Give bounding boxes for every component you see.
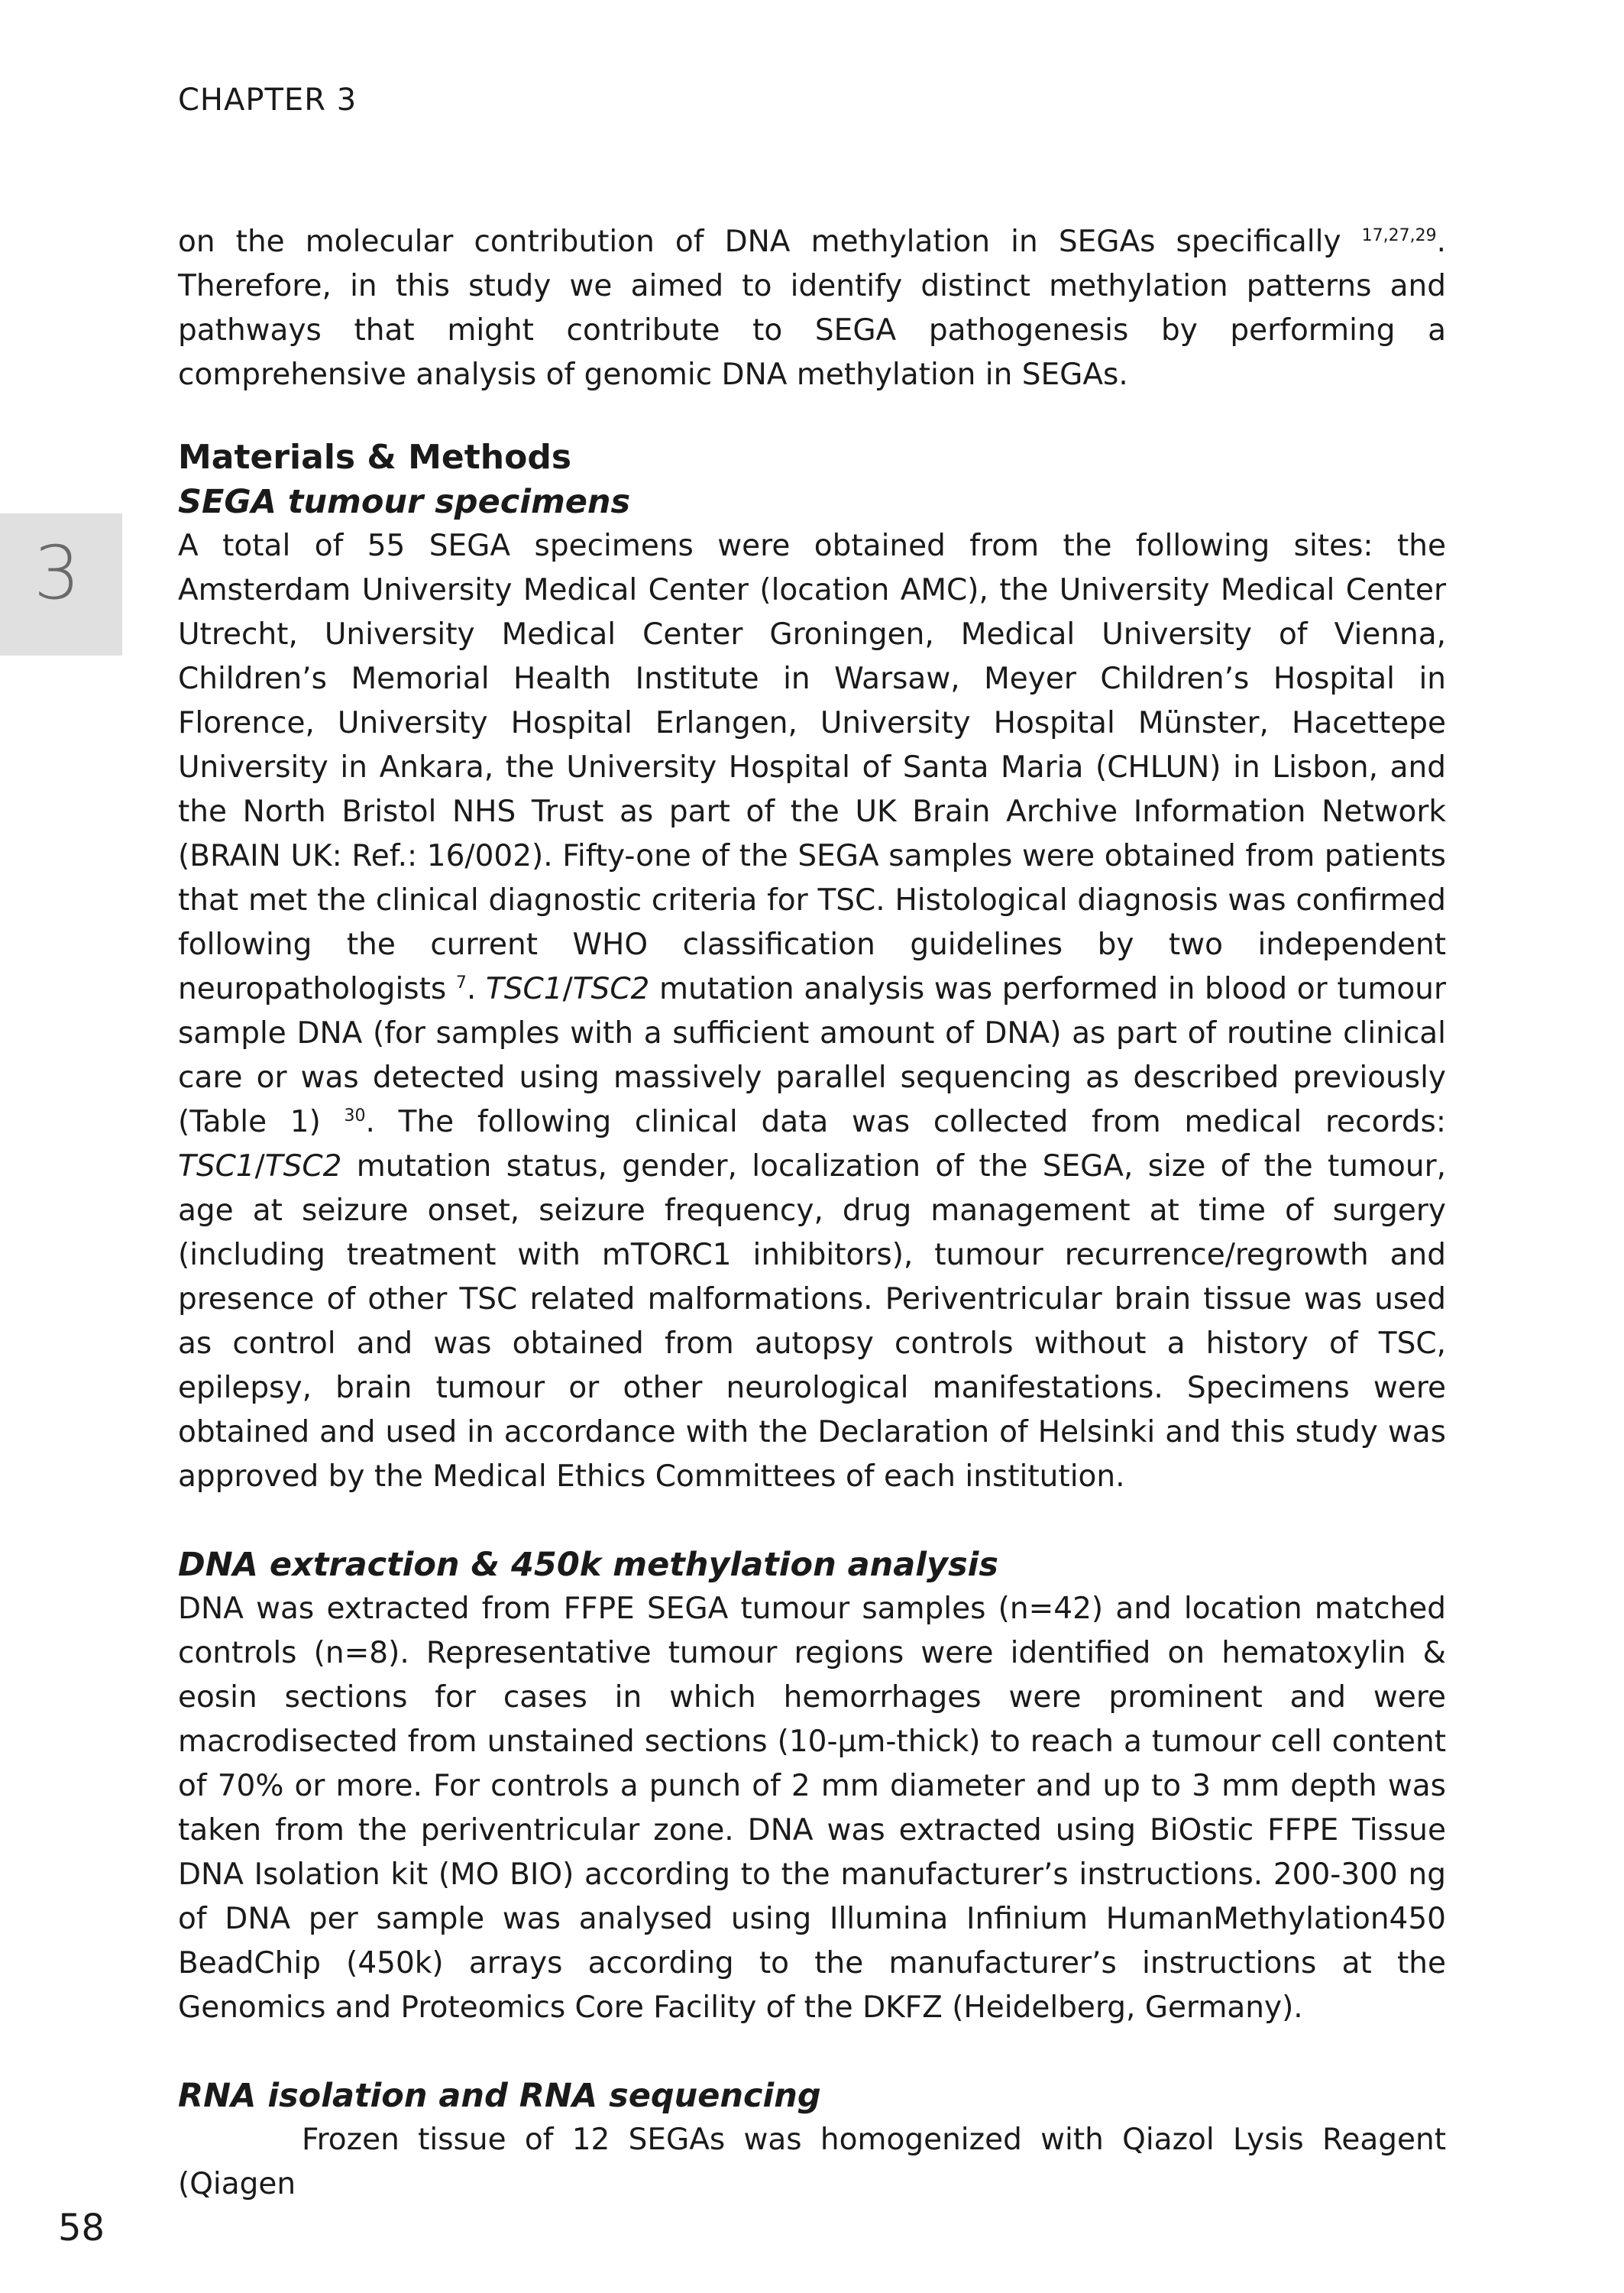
rna-sequencing-paragraph: Frozen tissue of 12 SEGAs was homogenized with Qiazol Lysis Reagent (Qiagen [178,2123,1446,2201]
citation-ref: 7 [455,973,467,993]
chapter-tab-number: 3 [34,530,81,616]
page-number: 58 [58,2207,105,2249]
dna-extraction-paragraph: DNA was extracted from FFPE SEGA tumour samples (n=42) and location matched controls (n=8). Representative tumour regions were identified on hematoxylin & eosin sections for cases in which hemorrhages were prominent and were macrodisected from unstained sections (10-µm-thick) to reach a tumour cell content of 70% or more. For controls a punch of 2 mm diameter and up to 3 mm depth was taken from the periventricular zone. DNA was extracted using BiOstic FFPE Tissue DNA Isolation kit (MO BIO) according to the manufacturer’s instructions. 200-300 ng of DNA per sample was analysed using Illumina Infinium HumanMethylation450 BeadChip (450k) arrays according to the manufacturer’s instructions at the Genomics and Proteomics Core Facility of the DKFZ (Heidelberg, Germany). [178,1592,1446,2025]
citation-ref: 17,27,29 [1361,226,1437,245]
specimens-text-3: mutation analysis was performed in blood or tumour sample DNA (for samples with a sufficient amount of DNA) as part of routine clinical care or was detected using massively parallel sequencing as described previously (Table 1) [178,972,1446,1139]
gene-separator: / [254,1149,265,1184]
intro-text: on the molecular contribution of DNA methylation in SEGAs specifically [178,225,1362,259]
specimens-text-1: A total of 55 SEGA specimens were obtained from the following sites: the Amsterdam University Medical Center (location AMC), the University Medical Center Utrecht, University Medical Center Groningen, Medical University of Vienna, Children’s Memorial Health Institute in Warsaw, Meyer Children’s Hospital in Florence, University Hospital Erlangen, University Hospital Münster, Hacettepe University in Ankara, the University Hospital of Santa Maria (CHLUN) in Lisbon, and the North Bristol NHS Trust as part of the UK Brain Archive Information Network (BRAIN UK: Ref.: 16/002). Fifty-one of the SEGA samples were obtained from patients that met the clinical diagnostic criteria for TSC. Histological diagnosis was confirmed following the current WHO classification guidelines by two independent neuropathologists [178,529,1446,1006]
gene-name: TSC1 [178,1149,255,1184]
body-content [178,220,1446,2207]
intro-paragraph [178,220,1446,397]
gene-separator: / [562,972,573,1006]
subsection-title-rna-sequencing: RNA isolation and RNA sequencing [178,2077,821,2115]
specimens-paragraph [178,524,1446,1499]
subsection-title-dna-extraction: DNA extraction & 450k methylation analysis [178,1546,998,1584]
subsection-title-specimens: SEGA tumour specimens [178,483,631,521]
gene-name: TSC2 [572,972,650,1006]
citation-ref: 30 [344,1106,366,1125]
specimens-text-5: mutation status, gender, localization of the SEGA, size of the tumour, age at seizure onset, seizure frequency, drug management at time of surgery (including treatment with mTORC1 inhibitors), tumour recurrence/regrowth and presence of other TSC related malformations. Periventricular brain tissue was used as control and was obtained from autopsy controls without a history of TSC, epilepsy, brain tumour or other neurological manifestations. Specimens were obtained and used in accordance with the Declaration of Helsinki and this study was approved by the Medical Ethics Committees of each institution. [178,1149,1446,1494]
specimens-text-2: . [466,972,486,1006]
gene-name: TSC2 [264,1149,342,1184]
chapter-header: CHAPTER 3 [178,83,357,118]
specimens-text-4: . The following clinical data was collected from medical records: [365,1105,1447,1139]
intro-text-continued: . Therefore, in this study we aimed to identify distinct methylation patterns and pathways that might contribute to SEGA pathogenesis by performing a comprehensive analysis of genomic DNA methylation in SEGAs. [178,225,1446,392]
section-title-materials-methods: Materials & Methods [178,438,572,477]
gene-name: TSC1 [485,972,563,1006]
